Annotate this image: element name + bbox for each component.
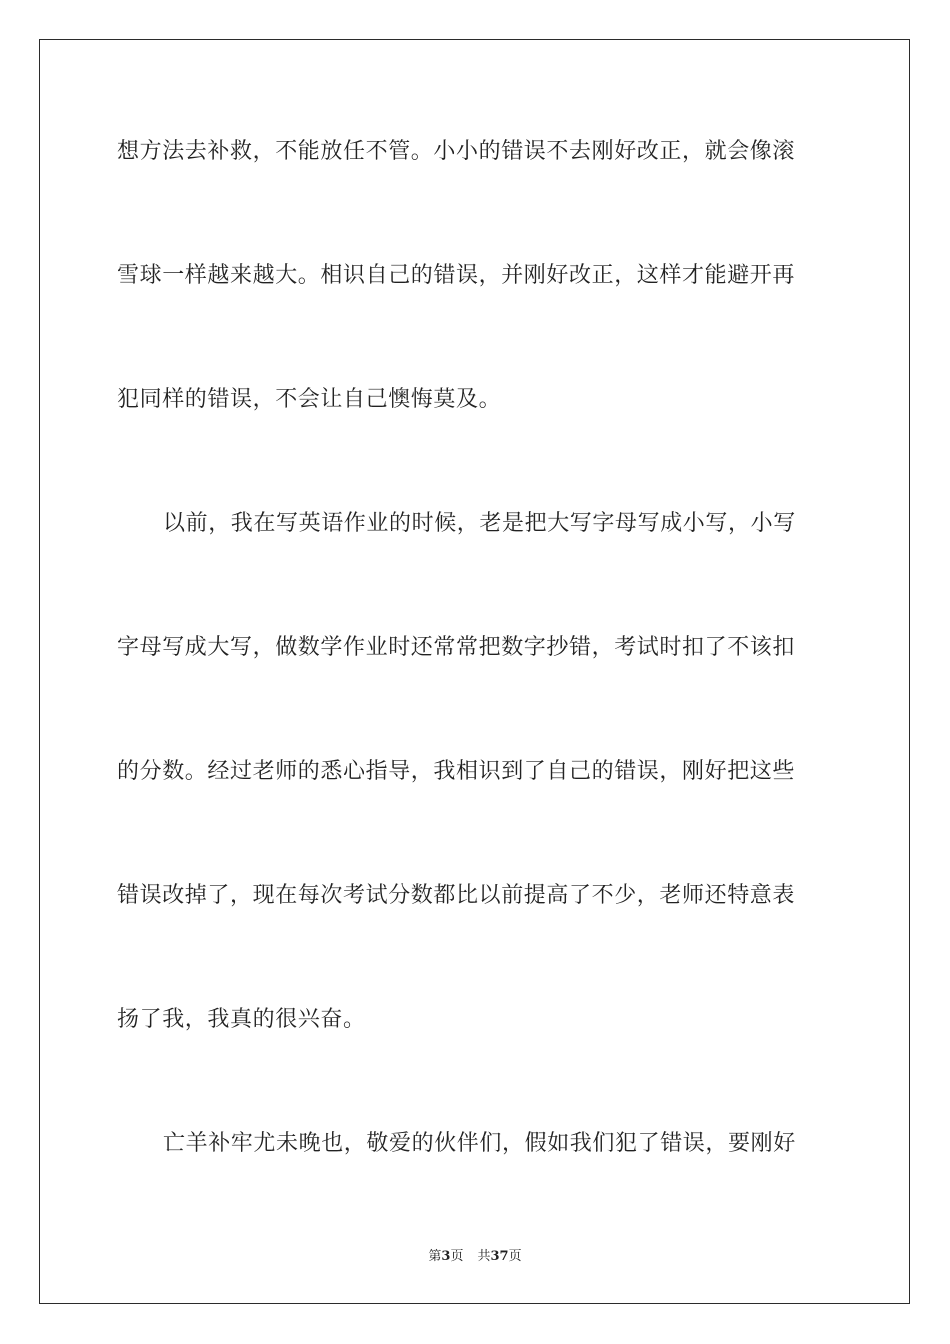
paragraph-line-3: 犯同样的错误，不会让自己懊悔莫及。	[117, 387, 502, 412]
paragraph-line-9: 亡羊补牢尤未晚也，敬爱的伙伴们，假如我们犯了错误，要刚好	[163, 1131, 796, 1156]
footer-total-pages: 37	[490, 1249, 509, 1264]
paragraph-line-6: 的分数。经过老师的悉心指导，我相识到了自己的错误，刚好把这些	[117, 759, 796, 784]
footer-total-prefix: 共	[477, 1249, 491, 1264]
footer-total-suffix: 页	[508, 1249, 522, 1264]
paragraph-line-5: 字母写成大写，做数学作业时还常常把数字抄错，考试时扣了不该扣	[117, 635, 796, 660]
footer-page-prefix: 第	[428, 1249, 442, 1264]
page-frame	[39, 39, 910, 1304]
footer-page-suffix: 页	[450, 1249, 464, 1264]
footer-page-number: 3	[441, 1249, 451, 1264]
paragraph-line-7: 错误改掉了，现在每次考试分数都比以前提高了不少，老师还特意表	[117, 883, 796, 908]
paragraph-line-4: 以前，我在写英语作业的时候，老是把大写字母写成小写，小写	[163, 511, 796, 536]
paragraph-line-8: 扬了我，我真的很兴奋。	[117, 1007, 366, 1032]
paragraph-line-2: 雪球一样越来越大。相识自己的错误，并刚好改正，这样才能避开再	[117, 263, 796, 288]
paragraph-line-1: 想方法去补救，不能放任不管。小小的错误不去刚好改正，就会像滚	[117, 139, 796, 164]
page-footer	[0, 1248, 950, 1266]
